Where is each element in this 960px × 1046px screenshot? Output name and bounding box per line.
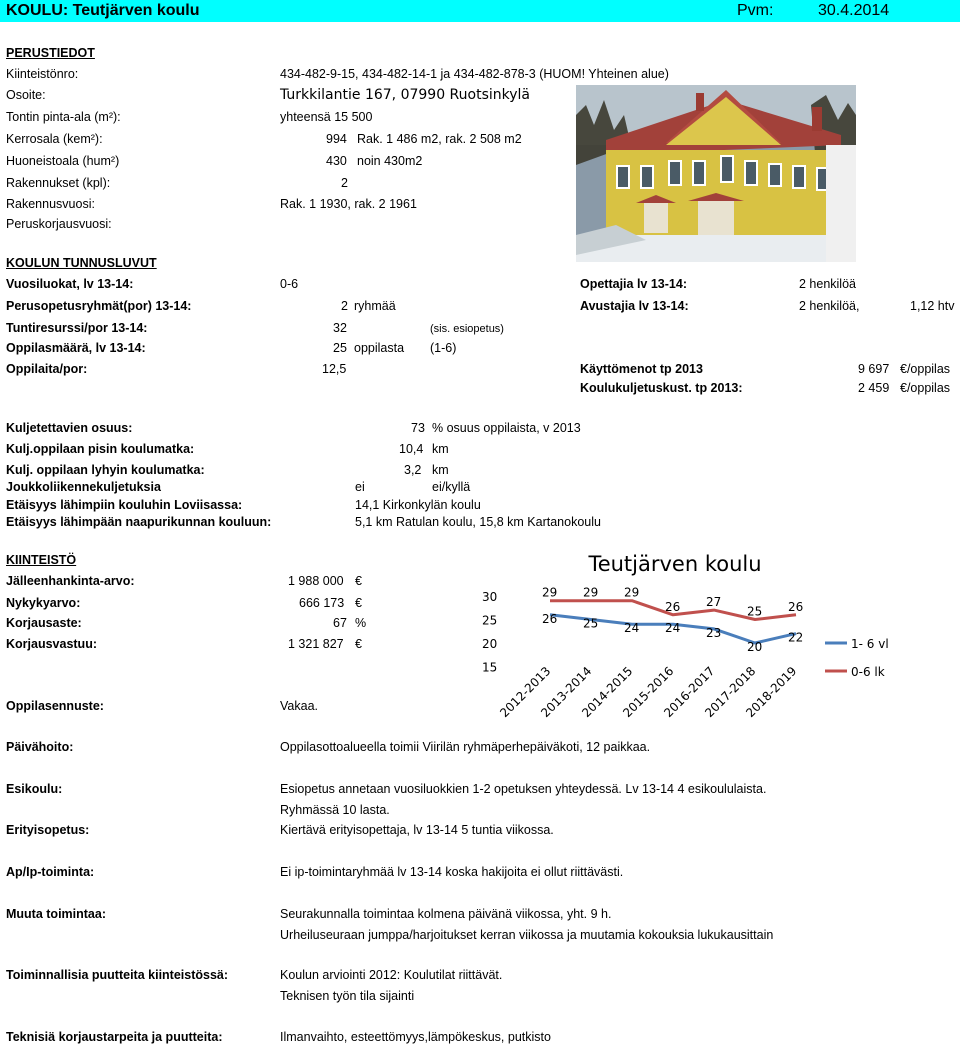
- rakennukset-label: Rakennukset (kpl):: [6, 176, 111, 190]
- x-tick-label: 2014-2015: [579, 663, 636, 720]
- data-label: 24: [665, 621, 681, 636]
- date-value: 30.4.2014: [818, 2, 890, 19]
- osoite-label: Osoite:: [6, 88, 46, 102]
- rakennusvuosi-label: Rakennusvuosi:: [6, 197, 95, 211]
- jalleenhankinta-unit: €: [355, 574, 362, 588]
- oppilasmaara-range: (1-6): [430, 341, 457, 355]
- kerrosala-label: Kerrosala (kem²):: [6, 132, 103, 146]
- jalleenhankinta-label: Jälleenhankinta-arvo:: [6, 574, 135, 588]
- nykyarvo-label: Nykykyarvo:: [6, 596, 81, 610]
- tekniset-label: Teknisiä korjaustarpeita ja puutteita:: [6, 1030, 223, 1044]
- data-label: 27: [706, 595, 722, 610]
- ap-ip-value: Ei ip-toimintaryhmää lv 13-14 koska hakijoita ei ollut riittävästi.: [280, 865, 624, 879]
- vuosiluokat-label: Vuosiluokat, lv 13-14:: [6, 277, 134, 291]
- korjausaste-unit: %: [355, 616, 367, 630]
- x-tick-label: 2016-2017: [661, 663, 718, 720]
- perustiedot-heading: PERUSTIEDOT: [6, 46, 95, 60]
- x-tick-label: 2013-2014: [538, 663, 595, 720]
- ap-ip-label: Ap/Ip-toiminta:: [6, 865, 95, 879]
- paivahoito-value: Oppilasottoalueella toimii Viirilän ryhmäperhepäiväkoti, 12 paikkaa.: [280, 740, 651, 754]
- huoneistoala-label: Huoneistoala (hum²): [6, 154, 120, 168]
- kerrosala-value: Rak. 1 486 m2, rak. 2 508 m2: [357, 132, 522, 146]
- lyhin-num: 3,2: [404, 463, 422, 477]
- ryhmat-unit: ryhmää: [354, 299, 396, 313]
- x-tick-label: 2018-2019: [743, 663, 800, 720]
- kayttomenot-unit: €/oppilas: [900, 362, 951, 376]
- x-tick-label: 2012-2013: [497, 663, 554, 720]
- esikoulu-value-1: Esiopetus annetaan vuosiluokkien 1-2 opetuksen yhteydessä. Lv 13-14 4 esikoululaista.: [280, 782, 767, 796]
- data-label: 26: [788, 599, 804, 614]
- erityisopetus-label: Erityisopetus:: [6, 823, 90, 837]
- korjausaste-label: Korjausaste:: [6, 616, 82, 630]
- school-title: KOULU: Teutjärven koulu: [6, 2, 200, 19]
- naapuri-value: 5,1 km Ratulan koulu, 15,8 km Kartanokoulu: [355, 515, 601, 529]
- paivahoito-label: Päivähoito:: [6, 740, 74, 754]
- opettajia-value: 2 henkilöä: [799, 277, 856, 291]
- joukkoliikenne-label: Joukkoliikennekuljetuksia: [6, 480, 161, 494]
- muuta-value-2: Urheiluseuraan jumppa/harjoitukset kerran viikossa ja muutamia kokouksia lukukausittain: [280, 928, 774, 942]
- x-tick-label: 2017-2018: [702, 663, 759, 720]
- oppilaita-value: 12,5: [322, 362, 347, 376]
- joukkoliikenne-value: ei: [355, 480, 365, 494]
- y-tick-label: 25: [482, 613, 498, 628]
- erityisopetus-value: Kiertävä erityisopettaja, lv 13-14 5 tuntia viikossa.: [280, 823, 554, 837]
- rakennusvuosi-value: Rak. 1 1930, rak. 2 1961: [280, 197, 417, 211]
- nykyarvo-unit: €: [355, 596, 362, 610]
- x-tick-label: 2015-2016: [620, 663, 677, 720]
- chart-title: Teutjärven koulu: [588, 552, 762, 576]
- tuntiresurssi-label: Tuntiresurssi/por 13-14:: [6, 321, 148, 335]
- kiinteistonro-label: Kiinteistönro:: [6, 67, 79, 81]
- kayttomenot-num: 9 697: [858, 362, 890, 376]
- data-label: 26: [665, 599, 681, 614]
- tuntiresurssi-num: 32: [333, 321, 347, 335]
- huoneistoala-value: noin 430m2: [357, 154, 423, 168]
- vuosiluokat-value: 0-6: [280, 277, 299, 291]
- jalleenhankinta-value: 1 988 000: [288, 574, 344, 588]
- kayttomenot-label: Käyttömenot tp 2013: [580, 362, 703, 376]
- data-label: 24: [624, 621, 640, 636]
- ryhmat-label: Perusopetusryhmät(por) 13-14:: [6, 299, 192, 313]
- ryhmat-num: 2: [341, 299, 348, 313]
- avustajia-value: 2 henkilöä,: [799, 299, 860, 313]
- date-label: Pvm:: [737, 2, 774, 19]
- oppilasennuste-value: Vakaa.: [280, 699, 318, 713]
- naapuri-label: Etäisyys lähimpään naapurikunnan kouluun:: [6, 515, 272, 529]
- y-tick-label: 15: [482, 660, 498, 675]
- avustajia-htv: 1,12 htv: [910, 299, 955, 313]
- data-label: 29: [624, 585, 640, 600]
- data-label: 22: [788, 630, 804, 645]
- korjausvastuu-unit: €: [355, 637, 362, 651]
- avustajia-label: Avustajia lv 13-14:: [580, 299, 689, 313]
- tuntiresurssi-note: (sis. esiopetus): [430, 323, 504, 335]
- oppilasmaara-label: Oppilasmäärä, lv 13-14:: [6, 341, 146, 355]
- tontti-label: Tontin pinta-ala (m²):: [6, 110, 121, 124]
- oppilasmaara-num: 25: [333, 341, 347, 355]
- pisin-label: Kulj.oppilaan pisin koulumatka:: [6, 442, 195, 456]
- legend-label: 0-6 lk: [851, 665, 885, 679]
- data-label: 25: [747, 604, 763, 619]
- data-label: 29: [542, 585, 558, 600]
- y-tick-label: 20: [482, 637, 498, 651]
- muuta-label: Muuta toimintaa:: [6, 907, 106, 921]
- joukkoliikenne-options: ei/kyllä: [432, 480, 471, 494]
- tunnusluvut-heading: KOULUN TUNNUSLUVUT: [6, 256, 157, 270]
- kuljetettavien-text: % osuus oppilaista, v 2013: [432, 421, 581, 435]
- korjausvastuu-value: 1 321 827: [288, 637, 344, 651]
- kuljetuskust-label: Koulukuljetuskust. tp 2013:: [580, 381, 743, 395]
- data-label: 23: [706, 625, 722, 640]
- oppilaita-label: Oppilaita/por:: [6, 362, 88, 376]
- esikoulu-label: Esikoulu:: [6, 782, 63, 796]
- korjausaste-value: 67: [333, 616, 347, 630]
- pupil-forecast-chart: [469, 540, 919, 720]
- pisin-num: 10,4: [399, 442, 424, 456]
- loviisa-value: 14,1 Kirkonkylän koulu: [355, 498, 481, 512]
- kerrosala-num: 994: [326, 132, 347, 146]
- korjausvastuu-label: Korjausvastuu:: [6, 637, 97, 651]
- puutteita-label: Toiminnallisia puutteita kiinteistössä:: [6, 968, 229, 982]
- opettajia-label: Opettajia lv 13-14:: [580, 277, 687, 291]
- tekniset-value: Ilmanvaihto, esteettömyys,lämpökeskus, putkisto: [280, 1030, 551, 1044]
- data-label: 29: [583, 585, 599, 600]
- school-building-photo: [576, 85, 856, 262]
- header-bar: [0, 0, 960, 22]
- osoite-value: Turkkilantie 167, 07990 Ruotsinkylä: [280, 87, 530, 103]
- rakennukset-num: 2: [341, 176, 348, 190]
- huoneistoala-num: 430: [326, 154, 347, 168]
- puutteita-value-1: Koulun arviointi 2012: Koulutilat riittävät.: [280, 968, 503, 982]
- oppilasmaara-unit: oppilasta: [354, 341, 405, 355]
- y-tick-label: 30: [482, 590, 498, 604]
- oppilasennuste-label: Oppilasennuste:: [6, 699, 104, 713]
- puutteita-value-2: Teknisen työn tila sijainti: [280, 989, 415, 1003]
- kuljetuskust-unit: €/oppilas: [900, 381, 951, 395]
- data-label: 26: [542, 611, 558, 626]
- kiinteisto-heading: KIINTEISTÖ: [6, 553, 77, 567]
- lyhin-unit: km: [432, 463, 449, 477]
- chart-svg: [469, 540, 919, 720]
- loviisa-label: Etäisyys lähimpiin kouluhin Loviisassa:: [6, 498, 243, 512]
- kuljetettavien-label: Kuljetettavien osuus:: [6, 421, 133, 435]
- lyhin-label: Kulj. oppilaan lyhyin koulumatka:: [6, 463, 205, 477]
- pisin-unit: km: [432, 442, 449, 456]
- kuljetettavien-num: 73: [411, 421, 425, 435]
- tontti-value: yhteensä 15 500: [280, 110, 373, 124]
- legend-label: 1- 6 vl: [851, 637, 889, 651]
- data-label: 25: [583, 616, 599, 631]
- peruskorjausvuosi-label: Peruskorjausvuosi:: [6, 217, 112, 231]
- data-label: 20: [747, 640, 763, 654]
- kuljetuskust-num: 2 459: [858, 381, 890, 395]
- kiinteistonro-value: 434-482-9-15, 434-482-14-1 ja 434-482-878-3 (HUOM! Yhteinen alue): [280, 67, 669, 81]
- esikoulu-value-2: Ryhmässä 10 lasta.: [280, 803, 390, 817]
- nykyarvo-value: 666 173: [299, 596, 345, 610]
- muuta-value-1: Seurakunnalla toimintaa kolmena päivänä viikossa, yht. 9 h.: [280, 907, 612, 921]
